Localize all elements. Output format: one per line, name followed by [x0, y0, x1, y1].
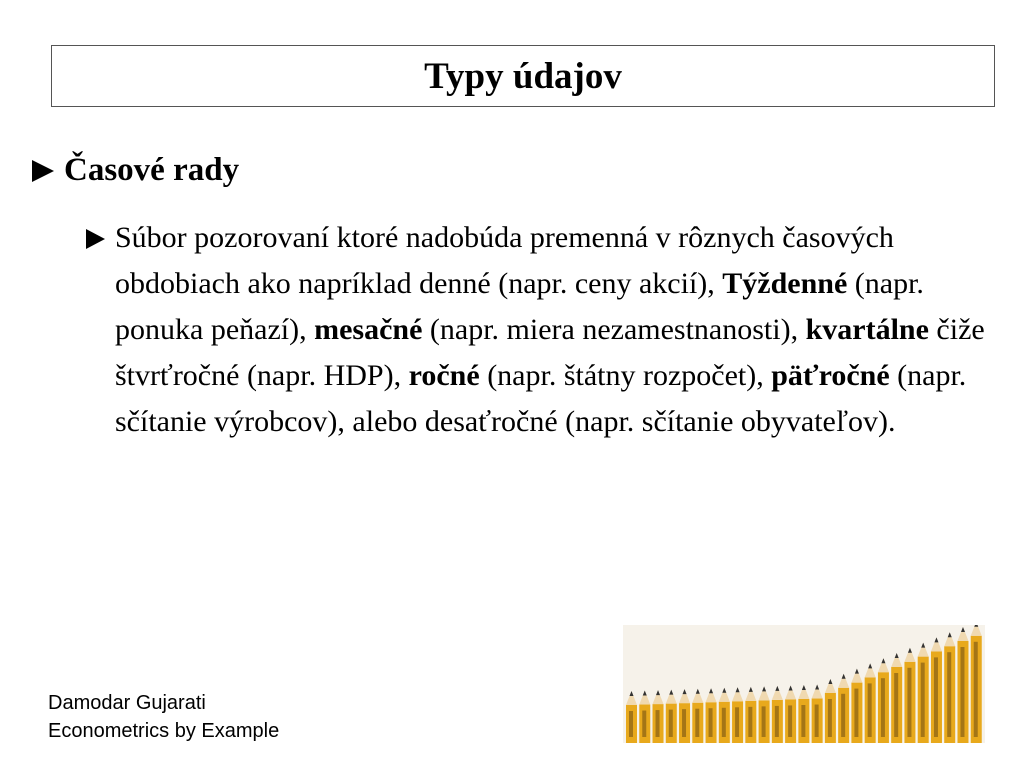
- pencil-icon: [957, 627, 968, 743]
- pencil-icon: [759, 686, 770, 743]
- bold-segment: Týždenné: [722, 267, 848, 300]
- pencil-icon: [971, 625, 982, 743]
- pencil-icon: [639, 691, 650, 743]
- text-segment: Súbor pozorovaní ktoré nadobúda premenná v rôznych časových obdobiach ako napríklad denné (napr. ceny akcií),: [115, 221, 894, 300]
- pencil-icon: [918, 643, 929, 743]
- pencil-icon: [666, 690, 677, 743]
- bold-segment: mesačné: [314, 313, 423, 346]
- slide-title: Typy údajov: [424, 55, 622, 97]
- bullet-level2-text: [115, 215, 996, 445]
- bullet-level1-text: Časové rady: [64, 152, 240, 188]
- bold-segment: päťročné: [771, 359, 890, 392]
- pencil-icon: [931, 637, 942, 743]
- text-segment: (napr. ponuka peňazí),: [115, 267, 924, 346]
- bold-segment: kvartálne: [805, 313, 929, 346]
- pencil-icon: [891, 653, 902, 743]
- pencils-illustration: [623, 625, 985, 743]
- text-segment: (napr. miera nezamestnanosti),: [422, 313, 806, 346]
- arrow-bullet-icon: [32, 160, 54, 182]
- pencil-icon: [878, 658, 889, 743]
- bullet-level1: [32, 152, 239, 189]
- pencils-bar-chart-image: [623, 625, 985, 743]
- bold-segment: ročné: [408, 359, 480, 392]
- pencil-icon: [838, 674, 849, 743]
- text-segment: (napr. štátny rozpočet),: [479, 359, 772, 392]
- arrow-bullet-icon: [86, 229, 105, 249]
- pencil-icon: [904, 648, 915, 743]
- pencil-icon: [692, 689, 703, 743]
- pencil-icon: [706, 688, 717, 743]
- text-segment: čiže štvrťročné (napr. HDP),: [115, 313, 985, 392]
- footer-book-title: Econometrics by Example: [48, 720, 280, 742]
- pencil-icon: [679, 689, 690, 743]
- pencil-icon: [732, 687, 743, 743]
- pencil-icon: [719, 688, 730, 743]
- pencil-icon: [812, 685, 823, 743]
- footer-credit: [48, 689, 279, 745]
- pencil-icon: [626, 691, 637, 743]
- pencil-icon: [798, 685, 809, 743]
- pencil-icon: [865, 663, 876, 743]
- pencil-icon: [825, 679, 836, 743]
- bullet-level2: [86, 215, 996, 445]
- text-segment: (napr. sčítanie výrobcov), alebo desaťročné (napr. sčítanie obyvateľov).: [115, 359, 967, 438]
- pencil-icon: [653, 690, 664, 743]
- pencil-icon: [785, 685, 796, 743]
- pencil-icon: [944, 632, 955, 743]
- pencil-icon: [745, 687, 756, 743]
- title-box: [51, 45, 995, 107]
- pencil-icon: [772, 686, 783, 743]
- pencil-icon: [851, 669, 862, 743]
- footer-author: Damodar Gujarati: [48, 692, 206, 714]
